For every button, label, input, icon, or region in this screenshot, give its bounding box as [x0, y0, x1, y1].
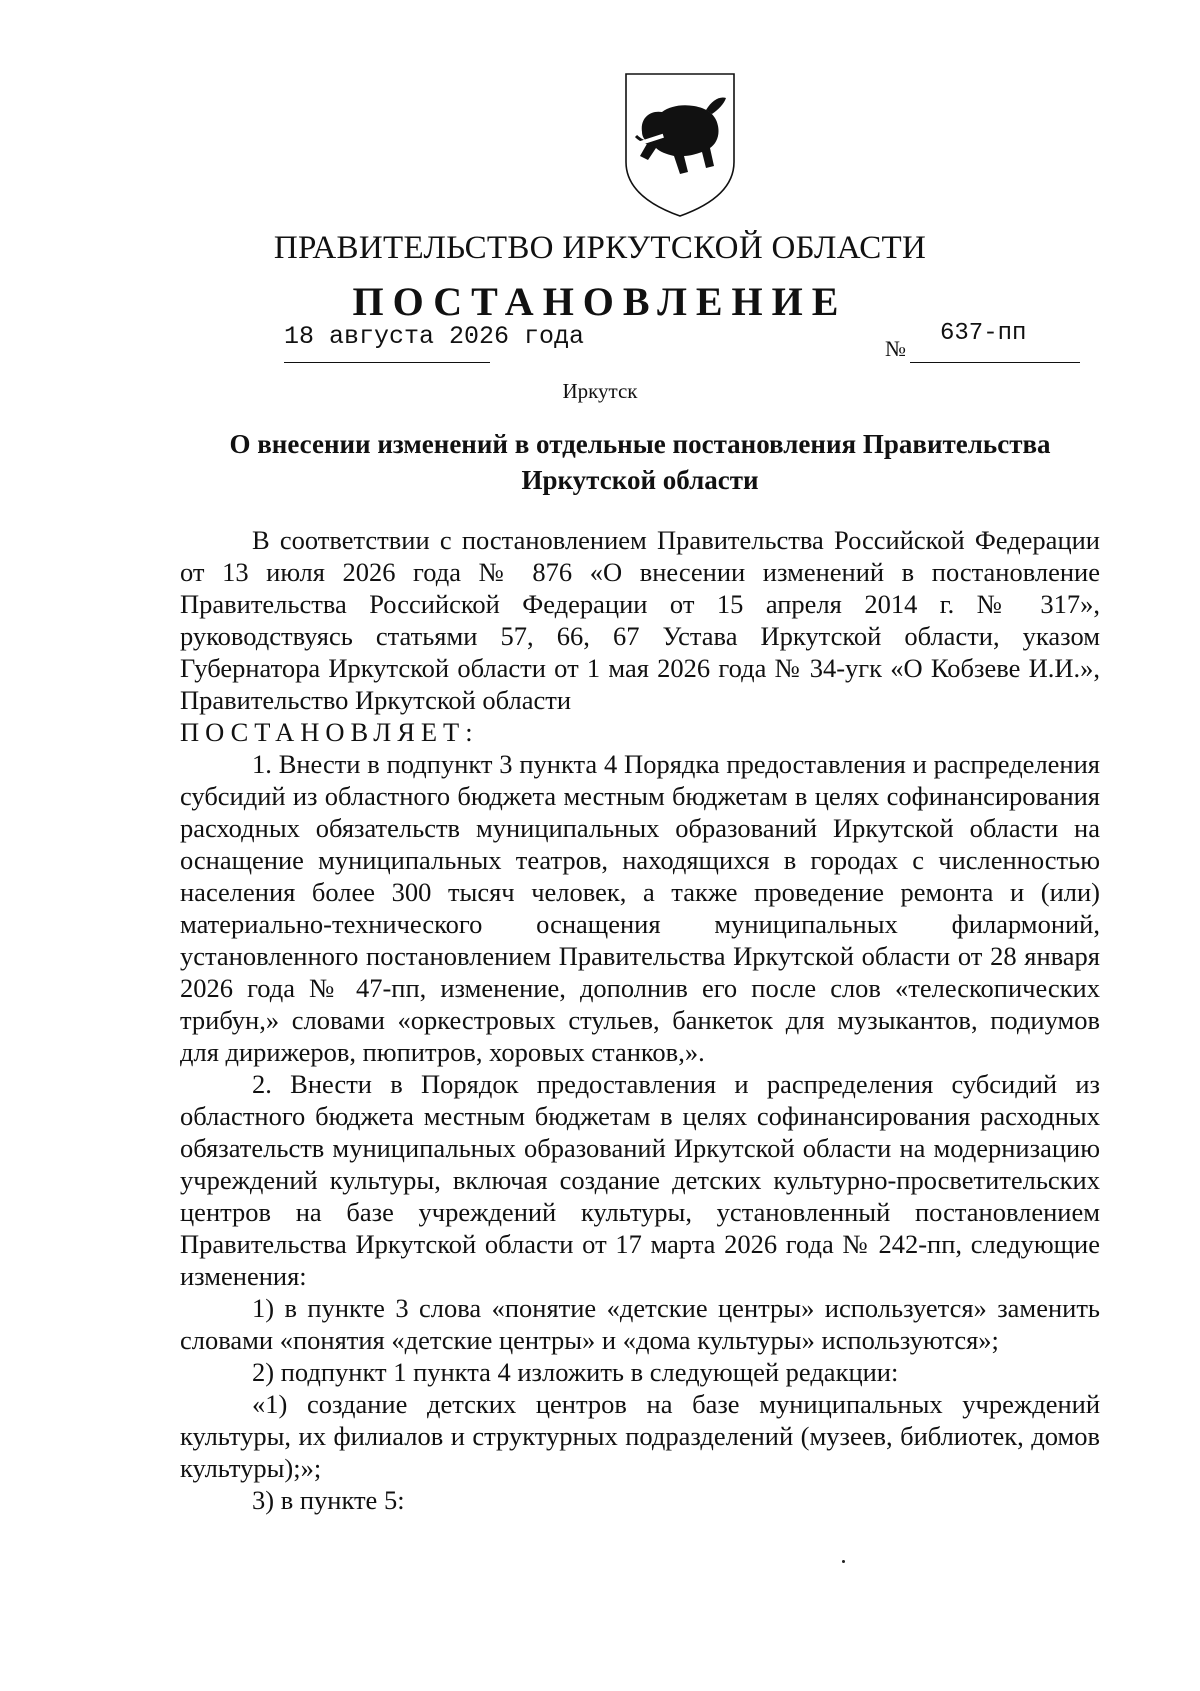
number-sign: № — [885, 336, 906, 361]
resolve-word: ПОСТАНОВЛЯЕТ: — [180, 717, 479, 747]
item-2: 2. Внести в Порядок предоставления и распределения субсидий из областного бюджета местным бюджетам в целях софинансирования расходных обязательств муниципальных образований Иркутской области на модернизацию учреждений культуры, включая создание детских культурно-просветительских центров на базе учреждений культуры, установленный постановлением Правительства Иркутской области от 17 марта 2026 года № 242-пп, следующие изменения: — [180, 1069, 1100, 1291]
city: Иркутск — [562, 379, 638, 403]
government-name: ПРАВИТЕЛЬСТВО ИРКУТСКОЙ ОБЛАСТИ — [273, 230, 927, 266]
item-1: 1. Внести в подпункт 3 пункта 4 Порядка предоставления и распределения субсидий из областного бюджета местным бюджетам в целях софинансирования расходных обязательств муниципальных образований Иркутской области на оснащение муниципальных театров, находящихся в городах с численностью населения более 300 тысяч человек, а также проведение ремонта и (или) материально-технического оснащения муниципальных филармоний, установленного постановлением Правительства Иркутской области от 28 января 2026 года № 47-пп, изменение, дополнив его после слов «телескопических трибун,» словами «оркестровых стульев, банкеток для музыкантов, подиумов для дирижеров, пюпитров, хоровых станков,». — [180, 749, 1100, 1067]
document-body — [180, 524, 1100, 1516]
subitem-3: 3) в пункте 5: — [252, 1485, 405, 1515]
subitem-1: 1) в пункте 3 слова «понятие «детские центры» используется» заменить словами «понятия «детские центры» и «дома культуры» используются»; — [180, 1293, 1100, 1355]
stray-dot — [842, 1560, 845, 1563]
document-title: О внесении изменений в отдельные постановления Правительства Иркутской области — [229, 429, 1051, 495]
document-type: ПОСТАНОВЛЕНИЕ — [352, 279, 848, 324]
document-number: 637-пп — [940, 320, 1027, 347]
coat-of-arms-icon — [620, 70, 740, 218]
subitem-2-text: «1) создание детских центров на базе муниципальных учреждений культуры, их филиалов и структурных подразделений (музеев, библиотек, домов культуры);»; — [180, 1389, 1100, 1483]
document-date: 18 августа 2026 года — [284, 322, 585, 351]
date-underline — [284, 362, 490, 363]
number-underline — [910, 362, 1080, 363]
subitem-2: 2) подпункт 1 пункта 4 изложить в следующей редакции: — [252, 1357, 899, 1387]
preamble: В соответствии с постановлением Правительства Российской Федерации от 13 июля 2026 года № 876 «О внесении изменений в постановление Правительства Российской Федерации от 15 апреля 2014 г. № 317», руководствуясь статьями 57, 66, 67 Устава Иркутской области, указом Губернатора Иркутской области от 1 мая 2026 года № 34-угк «О Кобзеве И.И.», Правительство Иркутской области — [180, 525, 1100, 715]
